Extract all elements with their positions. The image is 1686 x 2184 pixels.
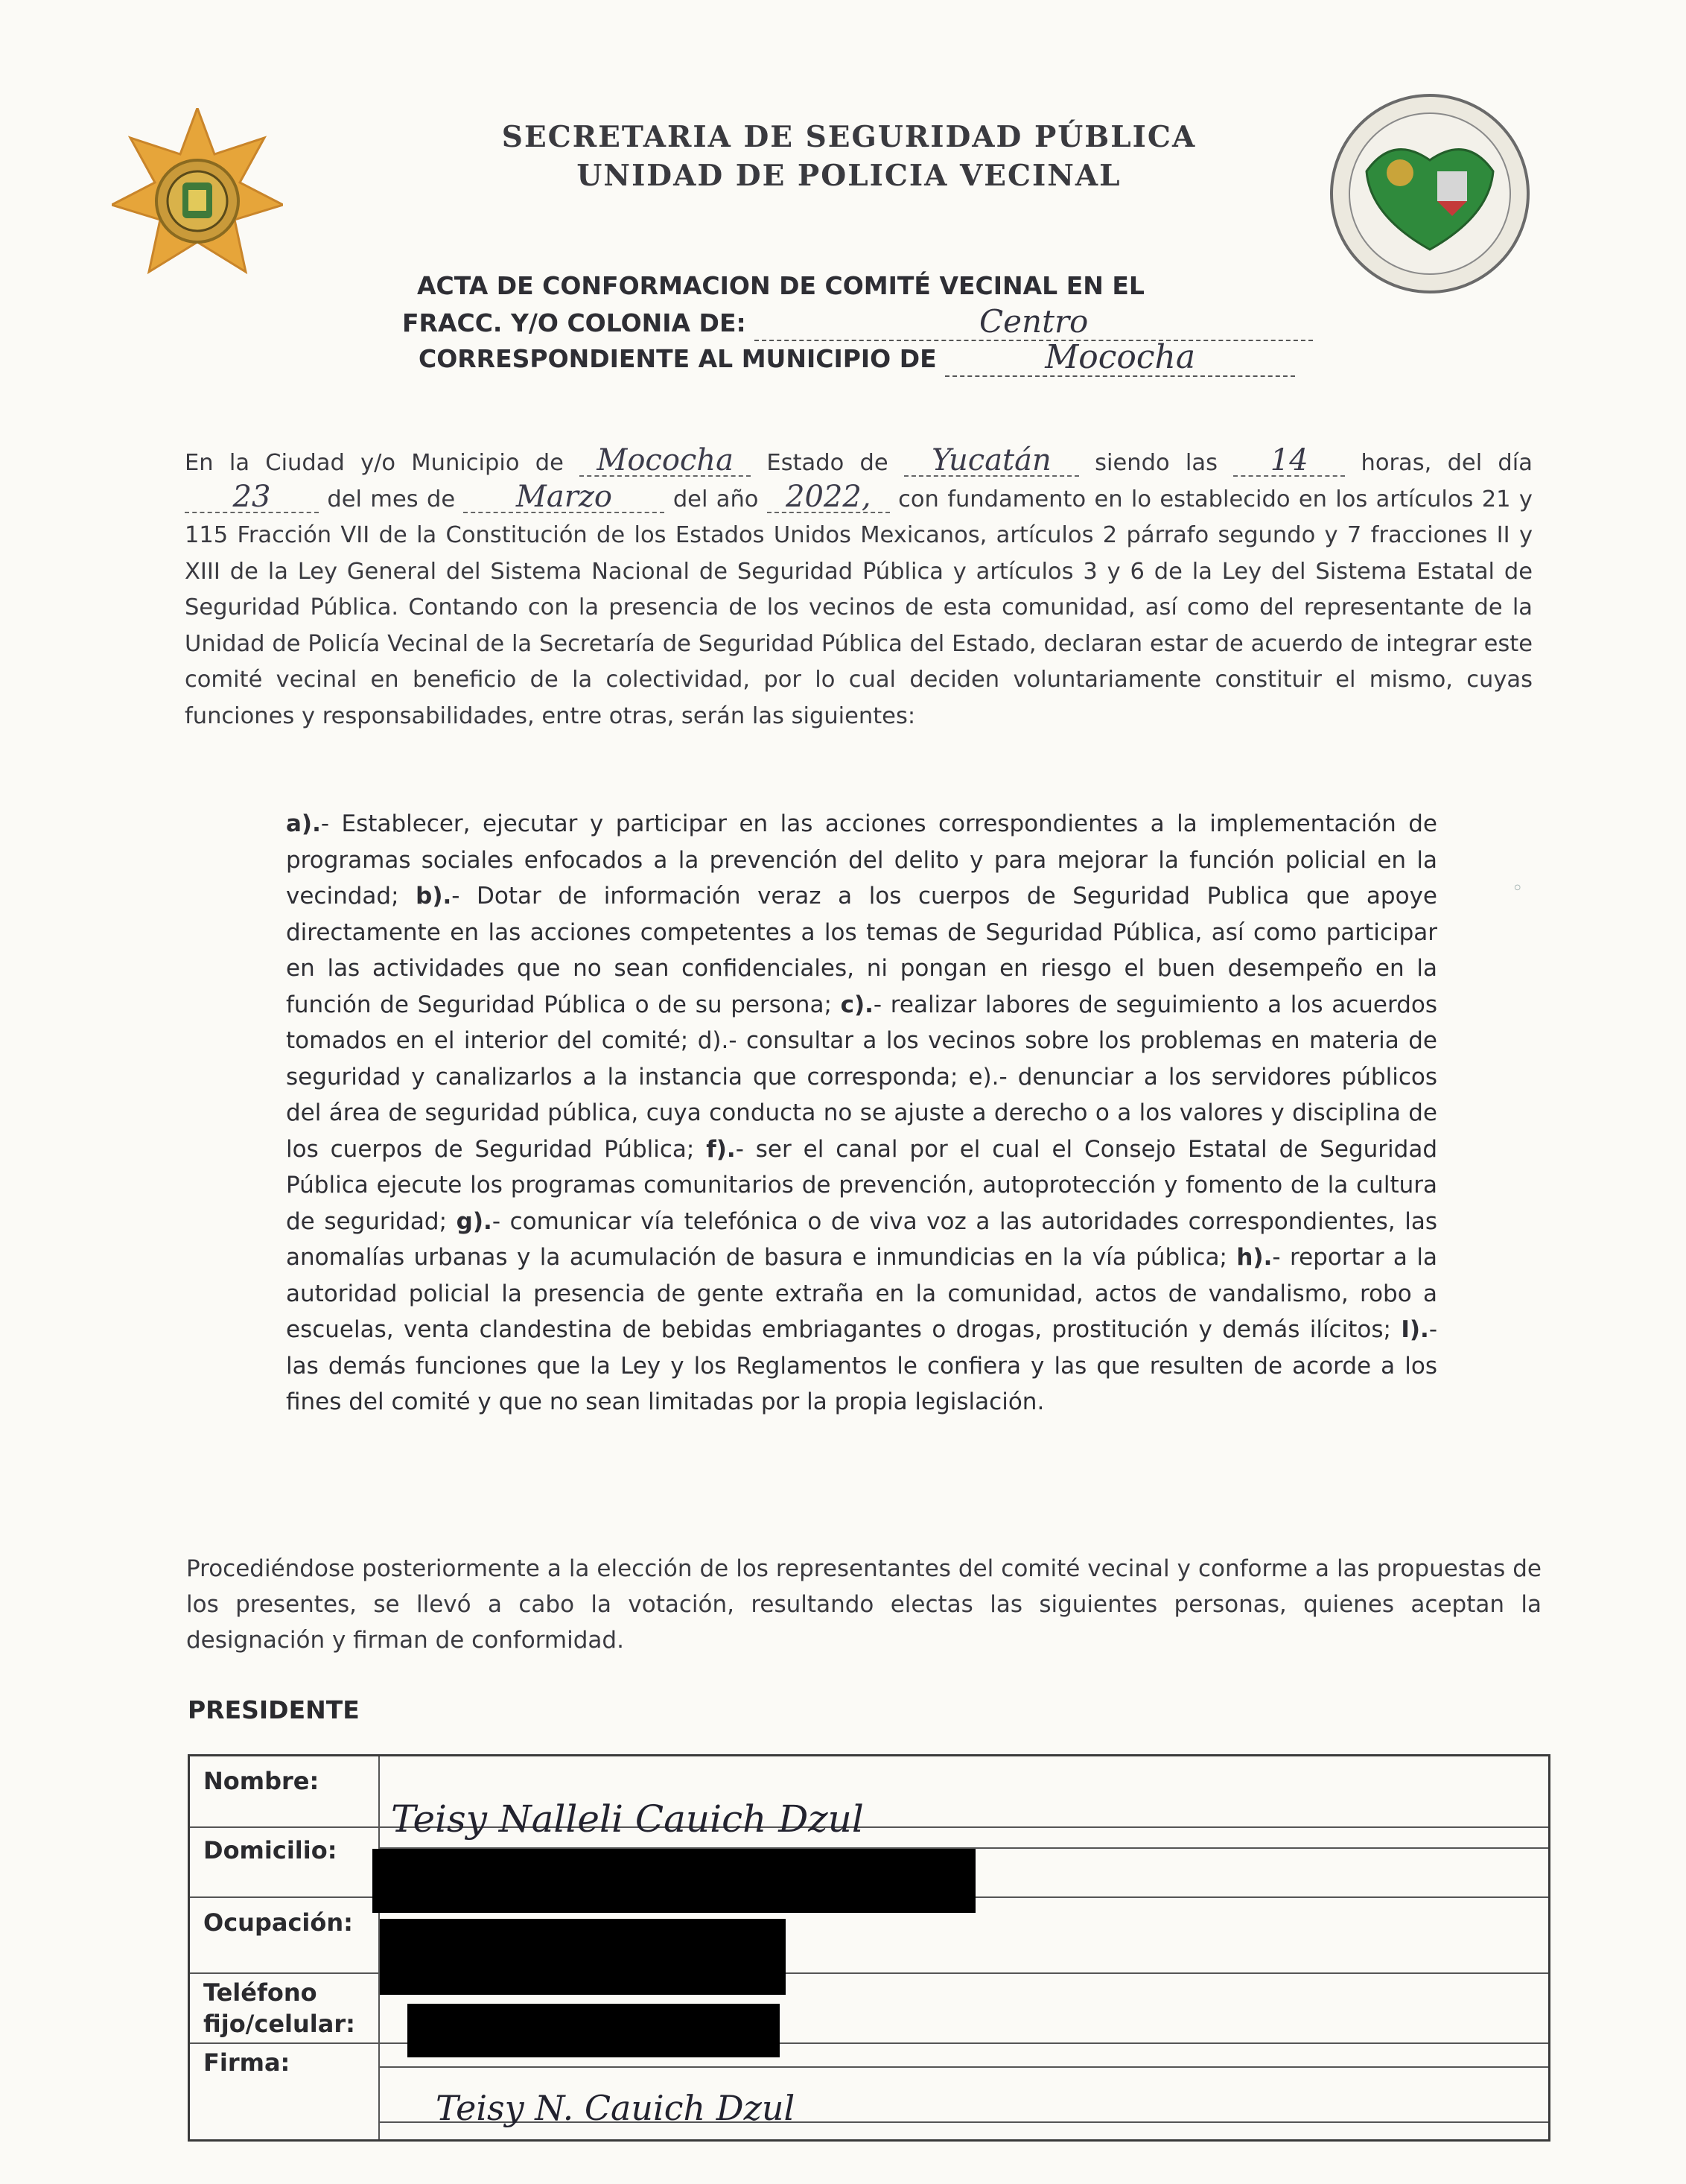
- nombre-handwritten-value: Teisy Nalleli Cauich Dzul: [391, 1797, 864, 1841]
- item-h-marker: h).: [1236, 1244, 1273, 1271]
- acta-colonia-line: [402, 304, 1370, 340]
- item-f-text: - ser el canal por el cual el Consejo Estatal de Seguridad Pública ejecute los programas comunitarios de prevención, autoprotección y fomento de la cultura de seguridad;: [286, 1135, 1438, 1235]
- header-secretaria: SECRETARIA DE SEGURIDAD PÚBLICA: [501, 120, 1197, 154]
- municipio-value: Mococha: [945, 340, 1295, 377]
- president-section-title: PRESIDENTE: [188, 1695, 360, 1724]
- intro-text-4: horas, del día: [1361, 450, 1533, 476]
- item-g-marker: g).: [456, 1207, 492, 1235]
- intro-paragraph: [185, 445, 1533, 734]
- firma-signature: Teisy N. Cauich Dzul: [436, 2088, 795, 2128]
- telefono-redaction: [407, 2004, 780, 2057]
- police-star-badge-logo: [112, 108, 283, 287]
- item-g-text: - comunicar vía telefónica o de viva voz a las autoridades correspondientes, las anomalías urbanas y la acumulación de basura e inmundicias en la vía pública;: [286, 1207, 1438, 1271]
- document-header: [372, 118, 1326, 195]
- horas-handwritten: 14: [1233, 445, 1345, 477]
- intro-text-6: del año: [672, 486, 759, 512]
- colonia-value: Centro: [754, 304, 1313, 341]
- colonia-label: FRACC. Y/O COLONIA DE:: [402, 308, 746, 337]
- item-b-marker: b).: [416, 883, 452, 910]
- item-h-text: - reportar a la autoridad policial la presencia de gente extraña en la comunidad, actos de vandalismo, robo a escuelas, venta clandestina de bebidas embriagantes o drogas, prostitución y demás ilícitos;: [286, 1244, 1437, 1343]
- municipio-label: CORRESPONDIENTE AL MUNICIPIO DE: [419, 344, 937, 373]
- policia-vecinal-seal-logo: [1326, 89, 1534, 298]
- item-c-text: - realizar labores de seguimiento a los acuerdos tomados en el interior del comité;: [286, 991, 1437, 1054]
- telefono-label: [203, 1977, 355, 2039]
- item-d-marker: d).: [697, 1027, 729, 1054]
- intro-text-3: siendo las: [1095, 450, 1218, 476]
- item-i-text: - las demás funciones que la Ley y los Reglamentos le confiera y las que resulten de acorde a los fines del comité y que no sean limitadas por la propia legislación.: [286, 1316, 1437, 1415]
- closing-paragraph: Procediéndose posteriormente a la elección de los representantes del comité vecinal y conforme a las propuestas de los presentes, se llevó a cabo la votación, resultando electas las siguientes personas, quienes aceptan la designación y firman de conformidad.: [186, 1555, 1542, 1654]
- acta-municipio-line: [419, 340, 1370, 375]
- ocupacion-redaction: [380, 1919, 786, 1995]
- table-row-divider: [190, 2042, 1548, 2044]
- anio-handwritten: 2022,: [767, 482, 890, 513]
- intro-text-1: En la Ciudad y/o Municipio de: [185, 450, 564, 476]
- intro-text-2: Estado de: [766, 450, 888, 476]
- domicilio-label: Domicilio:: [203, 1836, 337, 1864]
- firma-label: Firma:: [203, 2048, 290, 2077]
- header-unidad: UNIDAD DE POLICIA VECINAL: [576, 159, 1122, 193]
- dia-handwritten: 23: [185, 482, 319, 513]
- intro-text-7: con fundamento en lo establecido en los artículos 21 y 115 Fracción VII de la Constitución de los Estados Unidos Mexicanos, artículos 2 párrafo segundo y 7 fracciones II y XIII de la Ley General del Sistema Nacional de Seguridad Pública y artículos 3 y 6 de la Ley del Sistema Estatal de Seguridad Pública. Contando con la presencia de los vecinos de esta comunidad, así como del representante de la Unidad de Policía Vecinal de la Secretaría de Seguridad Pública del Estado, declaran estar de acuerdo de integrar este comité vecinal en beneficio de la colectividad, por lo cual deciden voluntariamente constituir el mismo, cuyas funciones y responsabilidades, entre otras, serán las siguientes:: [185, 486, 1533, 729]
- item-e-marker: e).: [968, 1063, 999, 1091]
- telefono-label-line2: fijo/celular:: [203, 2010, 355, 2038]
- paper-speck: ◦: [1512, 877, 1524, 900]
- item-f-marker: f).: [706, 1135, 736, 1163]
- nombre-label: Nombre:: [203, 1767, 319, 1795]
- domicilio-redaction: [372, 1849, 976, 1913]
- table-row-divider: [378, 2066, 1548, 2068]
- mes-handwritten: Marzo: [463, 482, 664, 513]
- item-a-marker: a).: [286, 810, 321, 837]
- acta-title-line: ACTA DE CONFORMACION DE COMITÉ VECINAL EN EL: [417, 271, 1145, 300]
- ocupacion-label: Ocupación:: [203, 1908, 353, 1937]
- telefono-label-line1: Teléfono: [203, 1978, 317, 2007]
- item-i-marker: I).: [1401, 1316, 1429, 1343]
- item-d-text: - consultar a los vecinos sobre los problemas en materia de seguridad y canalizarlos a la instancia que corresponda;: [286, 1027, 1437, 1091]
- estado-handwritten: Yucatán: [904, 445, 1079, 477]
- item-c-marker: c).: [840, 991, 874, 1018]
- president-table: [188, 1754, 1550, 2142]
- item-e-text: - denunciar a los servidores públicos del área de seguridad pública, cuya conducta no se ajuste a derecho o a los valores y disciplina de los cuerpos de Seguridad Pública;: [286, 1063, 1437, 1163]
- item-a-text: - Establecer, ejecutar y participar en las acciones correspondientes a la implementación de programas sociales enfocados a la prevención del delito y para mejorar la función policial en la vecindad;: [286, 810, 1437, 910]
- item-b-text: - Dotar de información veraz a los cuerpos de Seguridad Publica que apoye directamente en las acciones competentes a los temas de Seguridad Pública, así como participar en las actividades que no sean confidenciales, ni pongan en riesgo el buen desempeño en la función de Seguridad Pública o de su persona;: [286, 883, 1437, 1018]
- municipio-handwritten: Mococha: [579, 445, 751, 477]
- intro-text-5: del mes de: [327, 486, 456, 512]
- acta-title-block: [402, 268, 1370, 375]
- functions-list: [286, 806, 1437, 1420]
